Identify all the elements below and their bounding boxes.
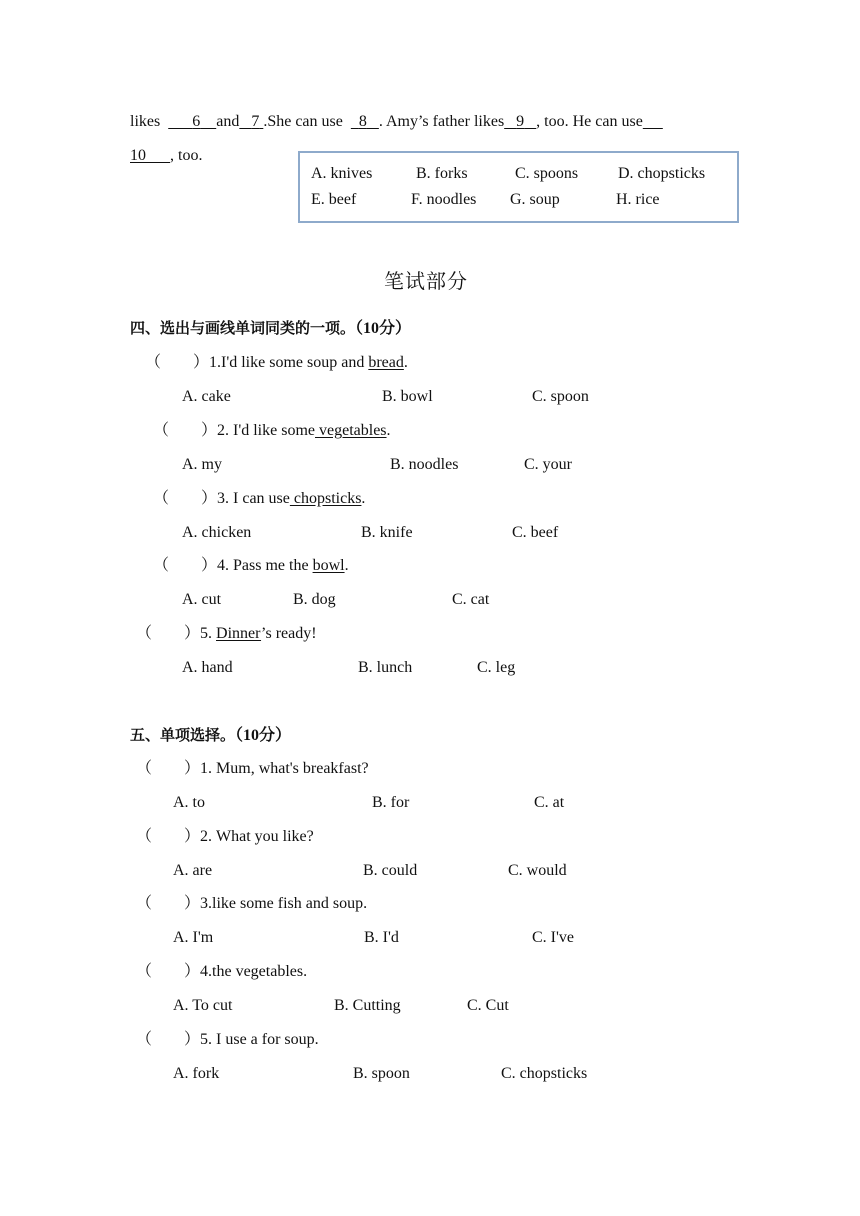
blank-10: 10 (130, 147, 146, 164)
passage-line-1 (130, 112, 663, 132)
question-row: （ ）2. What you like? (136, 828, 314, 845)
option[interactable]: C. Cut (467, 997, 509, 1014)
option[interactable]: C. chopsticks (501, 1065, 588, 1082)
option[interactable]: C. leg (477, 659, 516, 676)
passage-text: likes (130, 113, 161, 130)
option[interactable]: B. bowl (382, 388, 433, 405)
underlined-word: vegetables (315, 422, 387, 439)
option[interactable]: C. cat (452, 591, 490, 608)
section-5-heading: 五、单项选择。（10分） (130, 726, 292, 744)
option[interactable]: C. spoon (532, 388, 589, 405)
option[interactable]: C. I've (532, 929, 574, 946)
option[interactable]: B. spoon (353, 1065, 410, 1082)
word-bank-box (298, 151, 739, 223)
question-row: （ ）1.I'd like some soup and bread. (145, 354, 408, 371)
question-row: （ ）2. I'd like some vegetables. (153, 422, 391, 439)
question-row: （ ）5. I use a for soup. (136, 1031, 319, 1048)
option[interactable]: B. dog (293, 591, 336, 608)
answer-paren[interactable]: （ ） (145, 354, 210, 371)
question-row: （ ）5. Dinner’s ready! (136, 625, 317, 642)
blank-9: 9 (516, 113, 525, 130)
passage-text: .She can use (263, 113, 343, 130)
option[interactable]: A. cake (182, 388, 231, 405)
word-bank-item: C. spoons (515, 165, 579, 182)
answer-paren[interactable]: （ ） (136, 828, 201, 845)
question-row: （ ）4. Pass me the bowl. (153, 557, 349, 574)
blank-8: 8 (358, 113, 367, 130)
passage-text: , too. (170, 147, 203, 164)
section-title: 笔试部分 (384, 269, 468, 293)
option[interactable]: A. my (182, 456, 222, 473)
option[interactable]: A. To cut (173, 997, 233, 1014)
question-row: （ ）3.like some fish and soup. (136, 895, 368, 912)
option[interactable]: B. Cutting (334, 997, 401, 1014)
passage-line-2 (130, 146, 202, 166)
option[interactable]: A. I'm (173, 929, 214, 946)
option[interactable]: B. lunch (358, 659, 413, 676)
answer-paren[interactable]: （ ） (136, 625, 201, 642)
word-bank-item: D. chopsticks (618, 165, 706, 182)
answer-paren[interactable]: （ ） (153, 490, 218, 507)
question-row: （ ）1. Mum, what's breakfast? (136, 760, 369, 777)
answer-paren[interactable]: （ ） (136, 963, 201, 980)
option[interactable]: C. beef (512, 524, 559, 541)
section-4-heading: 四、选出与画线单词同类的一项。（10分） (130, 319, 412, 337)
word-bank-item: A. knives (311, 165, 373, 182)
word-bank-item: E. beef (311, 191, 357, 208)
answer-paren[interactable]: （ ） (136, 1031, 201, 1048)
word-bank-item: H. rice (616, 191, 660, 208)
option[interactable]: B. I'd (364, 929, 399, 946)
blank-10-lead (643, 113, 663, 130)
answer-paren[interactable]: （ ） (136, 895, 201, 912)
word-bank-item: F. noodles (411, 191, 477, 208)
underlined-word: bread (368, 354, 404, 371)
option[interactable]: B. for (372, 794, 410, 811)
option[interactable]: B. noodles (390, 456, 459, 473)
option[interactable]: A. cut (182, 591, 222, 608)
option[interactable]: A. hand (182, 659, 233, 676)
answer-paren[interactable]: （ ） (136, 760, 201, 777)
option[interactable]: B. could (363, 862, 418, 879)
word-bank-item: B. forks (416, 165, 468, 182)
passage-text: and (216, 113, 240, 130)
blank-7: 7 (251, 113, 260, 130)
option[interactable]: C. would (508, 862, 567, 879)
option[interactable]: A. are (173, 862, 213, 879)
word-bank-item: G. soup (510, 191, 560, 208)
passage-text: , too. He can use (536, 113, 643, 130)
blank-6: 6 (192, 113, 201, 130)
underlined-word: chopsticks (289, 490, 362, 507)
option[interactable]: A. chicken (182, 524, 252, 541)
question-row: （ ）4.the vegetables. (136, 963, 308, 980)
option[interactable]: C. your (524, 456, 572, 473)
passage-text: . Amy’s father likes (378, 113, 505, 130)
option[interactable]: A. to (173, 794, 205, 811)
option[interactable]: B. knife (361, 524, 413, 541)
question-row: （ ）3. I can use chopsticks. (153, 490, 366, 507)
option[interactable]: A. fork (173, 1065, 220, 1082)
answer-paren[interactable]: （ ） (153, 557, 218, 574)
underlined-word: Dinner (216, 625, 262, 642)
underlined-word: bowl (312, 557, 345, 574)
answer-paren[interactable]: （ ） (153, 422, 218, 439)
option[interactable]: C. at (534, 794, 565, 811)
